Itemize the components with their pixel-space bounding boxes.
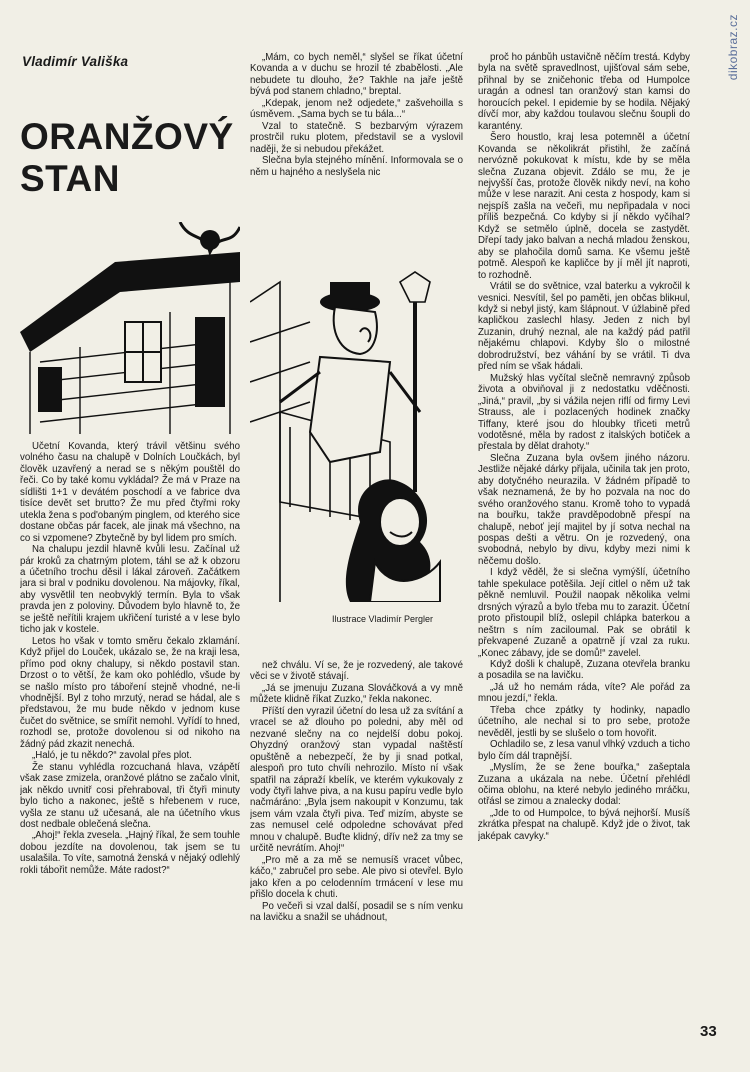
paragraph: „Já už ho nemám ráda, víte? Ale pořád za mnou jezdí,“ řekla.	[478, 681, 690, 705]
watermark: dikobraz.cz	[726, 14, 740, 81]
column-right	[478, 52, 690, 1035]
paragraph: Účetní Kovanda, který trávil většinu svého volného času na chalupě v Dolních Loučkách, byl člověk uzavřený a nerad se s někým pouštěl do řeči. Co by také komu vykládal? Že má v Praze na sídlišti 1+1 v devátém poschodí a ve fabrice dva tisíce devět set brutto? Že mu před čtyřmi roky utekla žena s pod'obaným pinglem, od kterého sice dostane občas pár facek, ale jinak má všechno, na co si vzpomene? Zbytečně by byl lidem pro smích.	[20, 441, 240, 544]
paragraph: Třeba chce zpátky ty hodinky, napadlo účetního, ale nechal si to pro sebe, protože nevěděl, jestli by se slušelo o tom hovořit.	[478, 704, 690, 739]
paragraph: Letos ho však v tomto směru čekalo zklamání. Když přijel do Louček, ukázalo se, že na kraji lesa, přímo pod okny chalupy, si někdo postavil stan. Drzost o to větší, že kam oko pohlédlo, všude by se našlo místo pro táboření stejně vhodné, ne-li vhodnější. Byl z toho mrzutý, nerad se hádal, ale s představou, že mu bude někdo v jednom kuse čučet do světnice, se smířit nemohl. Vyřídí to hned, rozhodl se, protože dovolenou si od nikoho na žádný pád zkazit nenechá.	[20, 635, 240, 750]
page-number: 33	[700, 1023, 717, 1040]
paragraph: proč ho pánbůh ustavičně něčím trestá. Kdyby byla na světě spravedlnost, ujišťoval sám sebe, přihnal by se zničehonic třeba od Humpolce uragán a odnesl tan oranžový stan kamsi do horoucích pekel. I epidemie by se hodila. Nějaký dívčí mor, aby každou toulavou slečnu šoupli do karantény.	[478, 52, 690, 132]
illustration-figures	[250, 262, 462, 602]
column-middle-bottom	[250, 660, 463, 1035]
paragraph: Ochladilo se, z lesa vanul vlhký vzduch a ticho bylo čím dál trapnější.	[478, 739, 690, 762]
paragraph: Mužský hlas vyčítal slečně nemravný způsob života a obviňoval ji z nedostatku vděčnosti. „Jiná,“ pravil, „by si vážila nejen riflí od firmy Levi Strauss, ale i pozlacených hodinek značky Tiffany, které jsou do hloubky třiceti metrů vodotěsné, měla by radost z italských botiček a přestala by dělat drahoty.“	[478, 372, 690, 453]
paragraph: „Ahoj!“ řekla zvesela. „Hajný říkal, že sem touhle dobou jezdíte na dovolenou, tak jsem se tu usalašila. To víte, samotná ženská v nějaký odlehlý rokli tábořit nemůže. Máte radost?“	[20, 830, 240, 876]
paragraph: Že stanu vyhlédla rozcuchaná hlava, vzápětí však zase zmizela, oranžové plátno se začalo vlnit, jak někdo uvnitř cosi přehraboval, tři čtyři minuty bylo ticho a nakonec, ještě s hřebenem v ruce, vyšla ze stanu už učesaná, ale na účetního vkus dost nedbale oblečená slečna.	[20, 761, 240, 830]
paragraph: Vrátil se do světnice, vzal baterku a vykročil k vesnici. Nesvítil, šel po paměti, jen občas blikнul, když si nebyl jistý, kam šlápnout. V úžlabině před kapličkou zaslechl hlasy. Jeden z nich byl Zuzanin, druhý neznal, ale na každý pád patřil nějakému chlapovi. Kdyby šlo o milostné dobrodružství, bez váhání by se vrátil. Ti dva před ním se však hádali.	[478, 281, 690, 373]
paragraph: Slečna byla stejného mínění. Informovala se o něm u hajného a neslyšela nic	[250, 155, 463, 178]
paragraph: I když věděl, že si slečna vymýšlí, účetního tahle spekulace potěšila. Její citlel o něm už tak pěkně nemluvil. Použil naopak několika velmi drsných výrazů a bylo třeba mu to zarazit. Účetní proto přistoupil blíž, oslepil chlápka baterkou a neštrn s ním zaciloumal. Pak se obrátil k překvapené Zuzaně a opatrně jí vzal za ruku. „Konec zábavy, jde se domů!“ zavelel.	[478, 567, 690, 659]
paragraph: Po večeři si vzal další, posadil se s ním venku na lavičku a snažil se uhádnout,	[250, 900, 463, 923]
paragraph: „Pro mě a za mě se nemusíš vracet vůbec, káčo,“ zabručel pro sebe. Ale pivo si otevřel. Bylo jako křen a po celodenním trmácení v lese mu přišlo docela k chuti.	[250, 854, 463, 901]
paragraph: Šero houstlo, kraj lesa potemněl a účetní Kovanda se několikrát přistihl, že začíná nervózně pokukovat k místu, kde by se měla slečna Zuzana objevit. Zdálo se mu, že je nejvyšší čas, protože člověk nikdy neví, na koho může v lese narazit. Ani cesta z hospody, kam si nejspíš zašla na večeři, mu nepřipadala v noci příliš bezpečná. Co kdyby si jí někdo vyčíhal? Když se setmělo úplně, docela se zastydět. Dřepí tady jako balvan a nechá mladou ženskou, aby se plahočila domů sama. Ke všemu ještě potmě. Alespoň ke kapličce by jí měl jít naproti, to rozhodně.	[478, 132, 690, 281]
paragraph: Když došli k chalupě, Zuzana otevřela branku a posadila se na lavičku.	[478, 659, 690, 682]
paragraph: „Mám, co bych neměl,“ slyšel se říkat účetní Kovanda a v duchu se hrozil té zbabělosti. „Ale nebudete tu dlouho, že? Takhle na jaře ještě bývá pod stanem chladno,“ breptal.	[250, 52, 463, 98]
paragraph: Slečna Zuzana byla ovšem jiného názoru. Jestliže nějaké dárky přijala, učinila tak jen proto, aby dotyčného neurazila. V žádném případě to však neznamená, že by ho pozvala na noc do svého oranžového stanu. Kromě toho to vypadá na bouřku, takže pravděpodobně přespí na chalupě, neboť její majitel by jí sotva nechal na pospas dešti a větru. On je rozvedený, ona svobodná, nebylo by divu, kdyby mezi nimi k něčemu došlo.	[478, 452, 690, 567]
paragraph: „Myslím, že se žene bouřka,“ zašeptala Zuzana a ukázala na nebe. Účetní přehlédl očima oblohu, na které nebylo jediného mráčku, otřásl se zimou a znalecky dodal:	[478, 762, 690, 808]
paragraph: „Já se jmenuju Zuzana Slováčková a vy mně můžete klidně říkat Zuzko,“ řekla nakonec.	[250, 682, 463, 706]
paragraph: Příští den vyrazil účetní do lesa už za svítání a vracel se až dlouho po poledni, aby měl od nezvané slečny na co nejdelší dobu pokoj. Ohyzdný oranžový stan vypadal naštěstí opuštěně a nebezpečí, že by ji snad potkal, alespoň pro tuto chvíli nehrozilo. Místo ní však spatřil na zápraží kbelík, ve kterém vykukovaly z vody čtyři lahve piva, a na kusu papíru vedle bylo načmáráno: „Byla jsem nakoupit v Konzumu, tak jsem vám vzala čtyři piva. Teď mizím, abyste se zas nemusel celé odpoledne schovávat před mnou v chalupě. Buďte klidný, dřív než za tmy se určitě nevrátím. Ahoj!“	[250, 705, 463, 855]
illustration-credit: Ilustrace Vladimír Pergler	[332, 614, 434, 624]
column-middle-top	[250, 52, 463, 240]
title-line-2: STAN	[20, 158, 120, 199]
paragraph: „Haló, je tu někdo?“ zavolal přes plot.	[32, 750, 192, 762]
paragraph: Vzal to statečně. S bezbarvým výrazem prostrčil ruku plotem, představil se a vyslovil naději, že si nebudou překážet.	[250, 120, 463, 155]
title-line-1: ORANŽOVÝ	[20, 116, 234, 157]
column-left	[20, 441, 240, 1036]
author-name: Vladimír Vališka	[22, 54, 129, 69]
paragraph: než chválu. Ví se, že je rozvedený, ale takové věci se v životě stávají.	[250, 660, 463, 683]
paragraph: „Jde to od Humpolce, to bývá nejhorší. Musíš zkrátka přespat na chalupě. Když jde o život, tak jaképak cavyky.“	[478, 807, 690, 842]
illustration-cottage	[20, 222, 240, 434]
paragraph: Na chalupu jezdil hlavně kvůli lesu. Začínal už pár kroků za chatrným plotem, táhl se až k obzoru a účetního trochu děsil i lákal zároveň. Začátkem jara si bral v podniku dovolenou. Na májovky, říkal, aby vysvětlil ten neobvyklý termín. Byla to však pravda jen z poloviny. Důvodem bylo hlavně to, že se ještě neřítili krajem ukřičení turisté a v lese bylo ticho jak v kostele.	[20, 544, 240, 636]
paragraph: „Kdepak, jenom než odjedete,“ zašvehoilla s úsměvem. „Sama bych se tu bála...“	[250, 97, 463, 121]
